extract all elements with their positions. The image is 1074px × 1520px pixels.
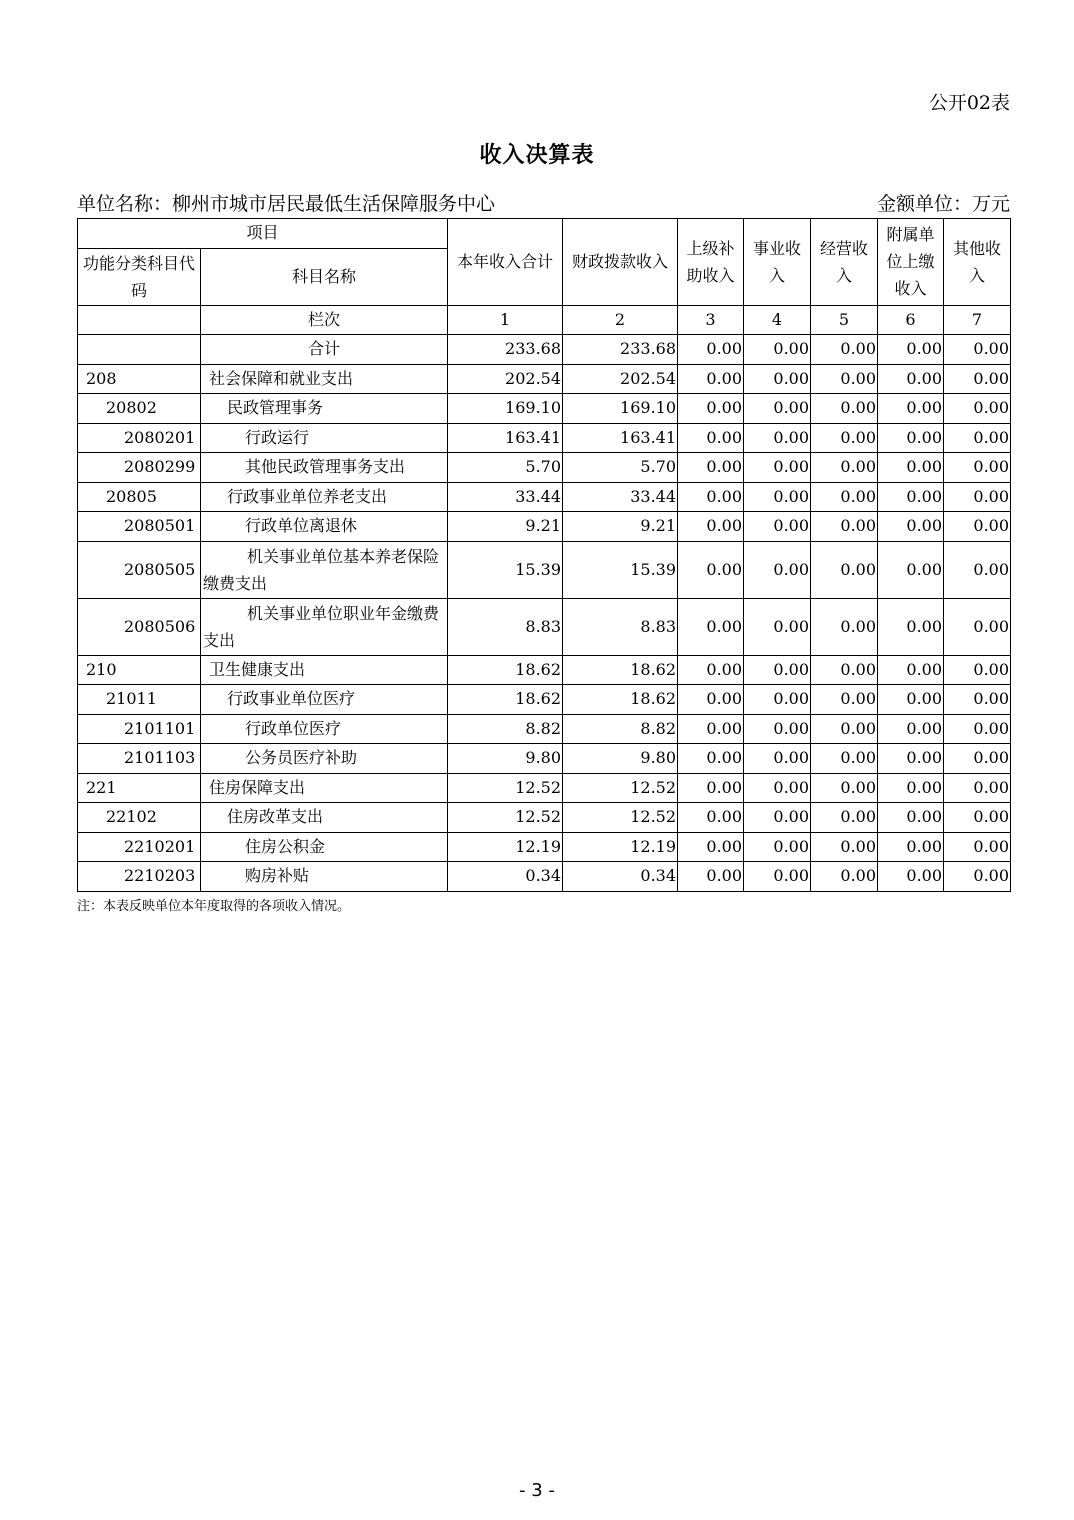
total-label: 合计 bbox=[201, 335, 448, 365]
amount-cell: 0.00 bbox=[944, 832, 1011, 862]
header-col-4: 事业收入 bbox=[744, 219, 811, 306]
amount-cell: 0.00 bbox=[944, 714, 1011, 744]
amount-cell: 0.00 bbox=[811, 744, 878, 774]
amount-cell: 12.52 bbox=[448, 773, 563, 803]
amount-cell: 0.00 bbox=[744, 714, 811, 744]
amount-cell: 18.62 bbox=[563, 655, 678, 685]
table-row bbox=[78, 862, 1011, 892]
subject-code: 2101101 bbox=[78, 714, 201, 744]
amount-cell: 0.34 bbox=[448, 862, 563, 892]
amount-cell: 0.00 bbox=[678, 744, 744, 774]
amount-cell: 0.00 bbox=[678, 364, 744, 394]
column-number: 4 bbox=[744, 305, 811, 335]
amount-cell: 8.82 bbox=[448, 714, 563, 744]
subject-code: 20802 bbox=[78, 394, 201, 424]
subject-name: 购房补贴 bbox=[201, 862, 448, 892]
subject-code: 2210201 bbox=[78, 832, 201, 862]
subject-code: 208 bbox=[78, 364, 201, 394]
subject-name: 行政事业单位医疗 bbox=[201, 685, 448, 715]
amount-cell: 0.00 bbox=[744, 423, 811, 453]
amount-cell: 0.00 bbox=[811, 803, 878, 833]
amount-cell: 8.83 bbox=[563, 598, 678, 655]
amount-cell: 0.00 bbox=[744, 512, 811, 542]
form-number: 公开02表 bbox=[928, 92, 1010, 114]
subject-code: 2080299 bbox=[78, 453, 201, 483]
subject-code: 20805 bbox=[78, 482, 201, 512]
header-code: 功能分类科目代码 bbox=[78, 248, 201, 305]
amount-cell: 8.82 bbox=[563, 714, 678, 744]
amount-cell: 0.00 bbox=[878, 512, 944, 542]
amount-cell: 0.00 bbox=[878, 541, 944, 598]
table-row bbox=[78, 598, 1011, 655]
amount-cell: 0.00 bbox=[744, 453, 811, 483]
amount-cell: 0.00 bbox=[678, 862, 744, 892]
subject-name: 住房改革支出 bbox=[201, 803, 448, 833]
amount-cell: 18.62 bbox=[448, 655, 563, 685]
header-col-5: 经营收入 bbox=[811, 219, 878, 306]
table-row bbox=[78, 482, 1011, 512]
column-number: 5 bbox=[811, 305, 878, 335]
subject-name: 公务员医疗补助 bbox=[201, 744, 448, 774]
table-row bbox=[78, 364, 1011, 394]
amount-cell: 33.44 bbox=[563, 482, 678, 512]
header-col-2: 财政拨款收入 bbox=[563, 219, 678, 306]
amount-cell: 202.54 bbox=[563, 364, 678, 394]
subject-name: 卫生健康支出 bbox=[201, 655, 448, 685]
subject-name: 住房公积金 bbox=[201, 832, 448, 862]
header-project: 项目 bbox=[78, 219, 448, 249]
subject-name: 其他民政管理事务支出 bbox=[201, 453, 448, 483]
amount-cell: 0.00 bbox=[744, 598, 811, 655]
subject-code: 21011 bbox=[78, 685, 201, 715]
amount-cell: 0.00 bbox=[744, 744, 811, 774]
amount-cell: 0.00 bbox=[878, 453, 944, 483]
amount-cell: 169.10 bbox=[563, 394, 678, 424]
amount-cell: 0.00 bbox=[811, 685, 878, 715]
amount-cell: 0.00 bbox=[811, 512, 878, 542]
amount-cell: 12.19 bbox=[563, 832, 678, 862]
table-note: 注：本表反映单位本年度取得的各项收入情况。 bbox=[77, 899, 351, 914]
amount-cell: 0.00 bbox=[811, 541, 878, 598]
amount-cell: 18.62 bbox=[563, 685, 678, 715]
amount-cell: 0.00 bbox=[878, 862, 944, 892]
header-col-3: 上级补助收入 bbox=[678, 219, 744, 306]
subject-code: 2080505 bbox=[78, 541, 201, 598]
amount-cell: 0.00 bbox=[744, 394, 811, 424]
subject-name: 社会保障和就业支出 bbox=[201, 364, 448, 394]
subject-name: 住房保障支出 bbox=[201, 773, 448, 803]
column-number: 7 bbox=[944, 305, 1011, 335]
amount-cell: 163.41 bbox=[448, 423, 563, 453]
column-number: 3 bbox=[678, 305, 744, 335]
amount-cell: 0.00 bbox=[744, 655, 811, 685]
column-number: 1 bbox=[448, 305, 563, 335]
amount-cell: 0.00 bbox=[678, 453, 744, 483]
header-name: 科目名称 bbox=[201, 248, 448, 305]
subject-name: 行政单位离退休 bbox=[201, 512, 448, 542]
amount-cell: 12.19 bbox=[448, 832, 563, 862]
page-title: 收入决算表 bbox=[479, 142, 595, 168]
amount-cell: 0.00 bbox=[811, 364, 878, 394]
subject-name: 行政运行 bbox=[201, 423, 448, 453]
header-col-7: 其他收入 bbox=[944, 219, 1011, 306]
unit-info-line bbox=[77, 189, 1010, 216]
table-row bbox=[78, 541, 1011, 598]
amount-cell: 0.00 bbox=[811, 714, 878, 744]
amount-cell: 0.00 bbox=[878, 773, 944, 803]
amount-cell: 0.00 bbox=[744, 862, 811, 892]
page-number: - 3 - bbox=[519, 1480, 555, 1501]
amount-cell: 0.00 bbox=[944, 655, 1011, 685]
amount-cell: 0.00 bbox=[944, 598, 1011, 655]
amount-cell: 0.00 bbox=[944, 394, 1011, 424]
subject-name: 民政管理事务 bbox=[201, 394, 448, 424]
amount-cell: 202.54 bbox=[448, 364, 563, 394]
amount-cell: 0.00 bbox=[811, 423, 878, 453]
amount-cell: 8.83 bbox=[448, 598, 563, 655]
subject-code: 2080501 bbox=[78, 512, 201, 542]
amount-cell: 0.00 bbox=[678, 832, 744, 862]
amount-cell: 33.44 bbox=[448, 482, 563, 512]
amount-cell: 0.00 bbox=[678, 773, 744, 803]
amount-cell: 12.52 bbox=[563, 803, 678, 833]
amount-cell: 0.00 bbox=[744, 364, 811, 394]
subject-code: 221 bbox=[78, 773, 201, 803]
amount-cell: 5.70 bbox=[448, 453, 563, 483]
amount-cell: 0.00 bbox=[811, 655, 878, 685]
total-value: 0.00 bbox=[878, 335, 944, 365]
subject-code: 210 bbox=[78, 655, 201, 685]
amount-cell: 0.00 bbox=[878, 423, 944, 453]
amount-cell: 0.00 bbox=[678, 394, 744, 424]
amount-cell: 0.00 bbox=[744, 773, 811, 803]
table-row bbox=[78, 685, 1011, 715]
amount-cell: 0.00 bbox=[811, 394, 878, 424]
amount-cell: 0.00 bbox=[878, 832, 944, 862]
total-value: 0.00 bbox=[944, 335, 1011, 365]
amount-cell: 0.00 bbox=[878, 394, 944, 424]
amount-cell: 5.70 bbox=[563, 453, 678, 483]
header-col-6: 附属单位上缴收入 bbox=[878, 219, 944, 306]
amount-cell: 0.00 bbox=[944, 773, 1011, 803]
amount-cell: 9.21 bbox=[448, 512, 563, 542]
amount-cell: 0.00 bbox=[811, 482, 878, 512]
table-row bbox=[78, 655, 1011, 685]
table-row bbox=[78, 423, 1011, 453]
amount-cell: 18.62 bbox=[448, 685, 563, 715]
total-value: 0.00 bbox=[744, 335, 811, 365]
amount-cell: 0.00 bbox=[878, 744, 944, 774]
amount-cell: 0.00 bbox=[944, 803, 1011, 833]
total-value: 0.00 bbox=[811, 335, 878, 365]
amount-cell: 0.00 bbox=[878, 482, 944, 512]
amount-cell: 0.00 bbox=[878, 803, 944, 833]
amount-cell: 0.00 bbox=[944, 423, 1011, 453]
amount-cell: 0.00 bbox=[744, 541, 811, 598]
subject-name: 行政事业单位养老支出 bbox=[201, 482, 448, 512]
income-table bbox=[77, 218, 1011, 892]
subject-name: 机关事业单位基本养老保险缴费支出 bbox=[201, 541, 448, 598]
table-row bbox=[78, 512, 1011, 542]
amount-cell: 0.00 bbox=[678, 598, 744, 655]
amount-cell: 169.10 bbox=[448, 394, 563, 424]
subject-code: 2080506 bbox=[78, 598, 201, 655]
amount-cell: 0.00 bbox=[811, 773, 878, 803]
subject-code: 2101103 bbox=[78, 744, 201, 774]
amount-cell: 0.00 bbox=[678, 541, 744, 598]
amount-cell: 0.00 bbox=[944, 453, 1011, 483]
amount-cell: 9.80 bbox=[563, 744, 678, 774]
amount-cell: 0.00 bbox=[678, 803, 744, 833]
amount-cell: 15.39 bbox=[448, 541, 563, 598]
amount-cell: 0.34 bbox=[563, 862, 678, 892]
table-row bbox=[78, 714, 1011, 744]
amount-cell: 0.00 bbox=[678, 423, 744, 453]
amount-cell: 0.00 bbox=[944, 541, 1011, 598]
amount-cell: 0.00 bbox=[678, 655, 744, 685]
subject-name: 机关事业单位职业年金缴费支出 bbox=[201, 598, 448, 655]
amount-cell: 0.00 bbox=[944, 512, 1011, 542]
subject-code: 2080201 bbox=[78, 423, 201, 453]
table-row bbox=[78, 744, 1011, 774]
amount-cell: 0.00 bbox=[678, 482, 744, 512]
column-number: 2 bbox=[563, 305, 678, 335]
amount-cell: 0.00 bbox=[944, 364, 1011, 394]
amount-cell: 9.80 bbox=[448, 744, 563, 774]
table-row bbox=[78, 803, 1011, 833]
total-row bbox=[78, 335, 1011, 365]
amount-cell: 9.21 bbox=[563, 512, 678, 542]
amount-cell: 163.41 bbox=[563, 423, 678, 453]
amount-cell: 0.00 bbox=[811, 598, 878, 655]
header-col-1: 本年收入合计 bbox=[448, 219, 563, 306]
column-number-label: 栏次 bbox=[201, 305, 448, 335]
amount-cell: 12.52 bbox=[448, 803, 563, 833]
amount-cell: 0.00 bbox=[811, 832, 878, 862]
amount-unit: 金额单位：万元 bbox=[876, 193, 1010, 215]
total-value: 233.68 bbox=[563, 335, 678, 365]
subject-code: 2210203 bbox=[78, 862, 201, 892]
amount-cell: 0.00 bbox=[878, 364, 944, 394]
amount-cell: 0.00 bbox=[944, 685, 1011, 715]
unit-name: 单位名称：柳州市城市居民最低生活保障服务中心 bbox=[77, 193, 496, 215]
amount-cell: 0.00 bbox=[811, 453, 878, 483]
amount-cell: 0.00 bbox=[678, 685, 744, 715]
amount-cell: 0.00 bbox=[811, 862, 878, 892]
amount-cell: 12.52 bbox=[563, 773, 678, 803]
column-number-row bbox=[78, 305, 1011, 335]
amount-cell: 15.39 bbox=[563, 541, 678, 598]
table-row bbox=[78, 394, 1011, 424]
table-row bbox=[78, 773, 1011, 803]
total-value: 0.00 bbox=[678, 335, 744, 365]
amount-cell: 0.00 bbox=[744, 482, 811, 512]
amount-cell: 0.00 bbox=[944, 744, 1011, 774]
amount-cell: 0.00 bbox=[878, 655, 944, 685]
subject-name: 行政单位医疗 bbox=[201, 714, 448, 744]
amount-cell: 0.00 bbox=[744, 803, 811, 833]
column-number: 6 bbox=[878, 305, 944, 335]
amount-cell: 0.00 bbox=[944, 862, 1011, 892]
amount-cell: 0.00 bbox=[944, 482, 1011, 512]
amount-cell: 0.00 bbox=[878, 685, 944, 715]
table-row bbox=[78, 832, 1011, 862]
amount-cell: 0.00 bbox=[744, 832, 811, 862]
amount-cell: 0.00 bbox=[678, 714, 744, 744]
amount-cell: 0.00 bbox=[878, 714, 944, 744]
amount-cell: 0.00 bbox=[678, 512, 744, 542]
amount-cell: 0.00 bbox=[744, 685, 811, 715]
total-value: 233.68 bbox=[448, 335, 563, 365]
table-row bbox=[78, 453, 1011, 483]
subject-code: 22102 bbox=[78, 803, 201, 833]
amount-cell: 0.00 bbox=[878, 598, 944, 655]
